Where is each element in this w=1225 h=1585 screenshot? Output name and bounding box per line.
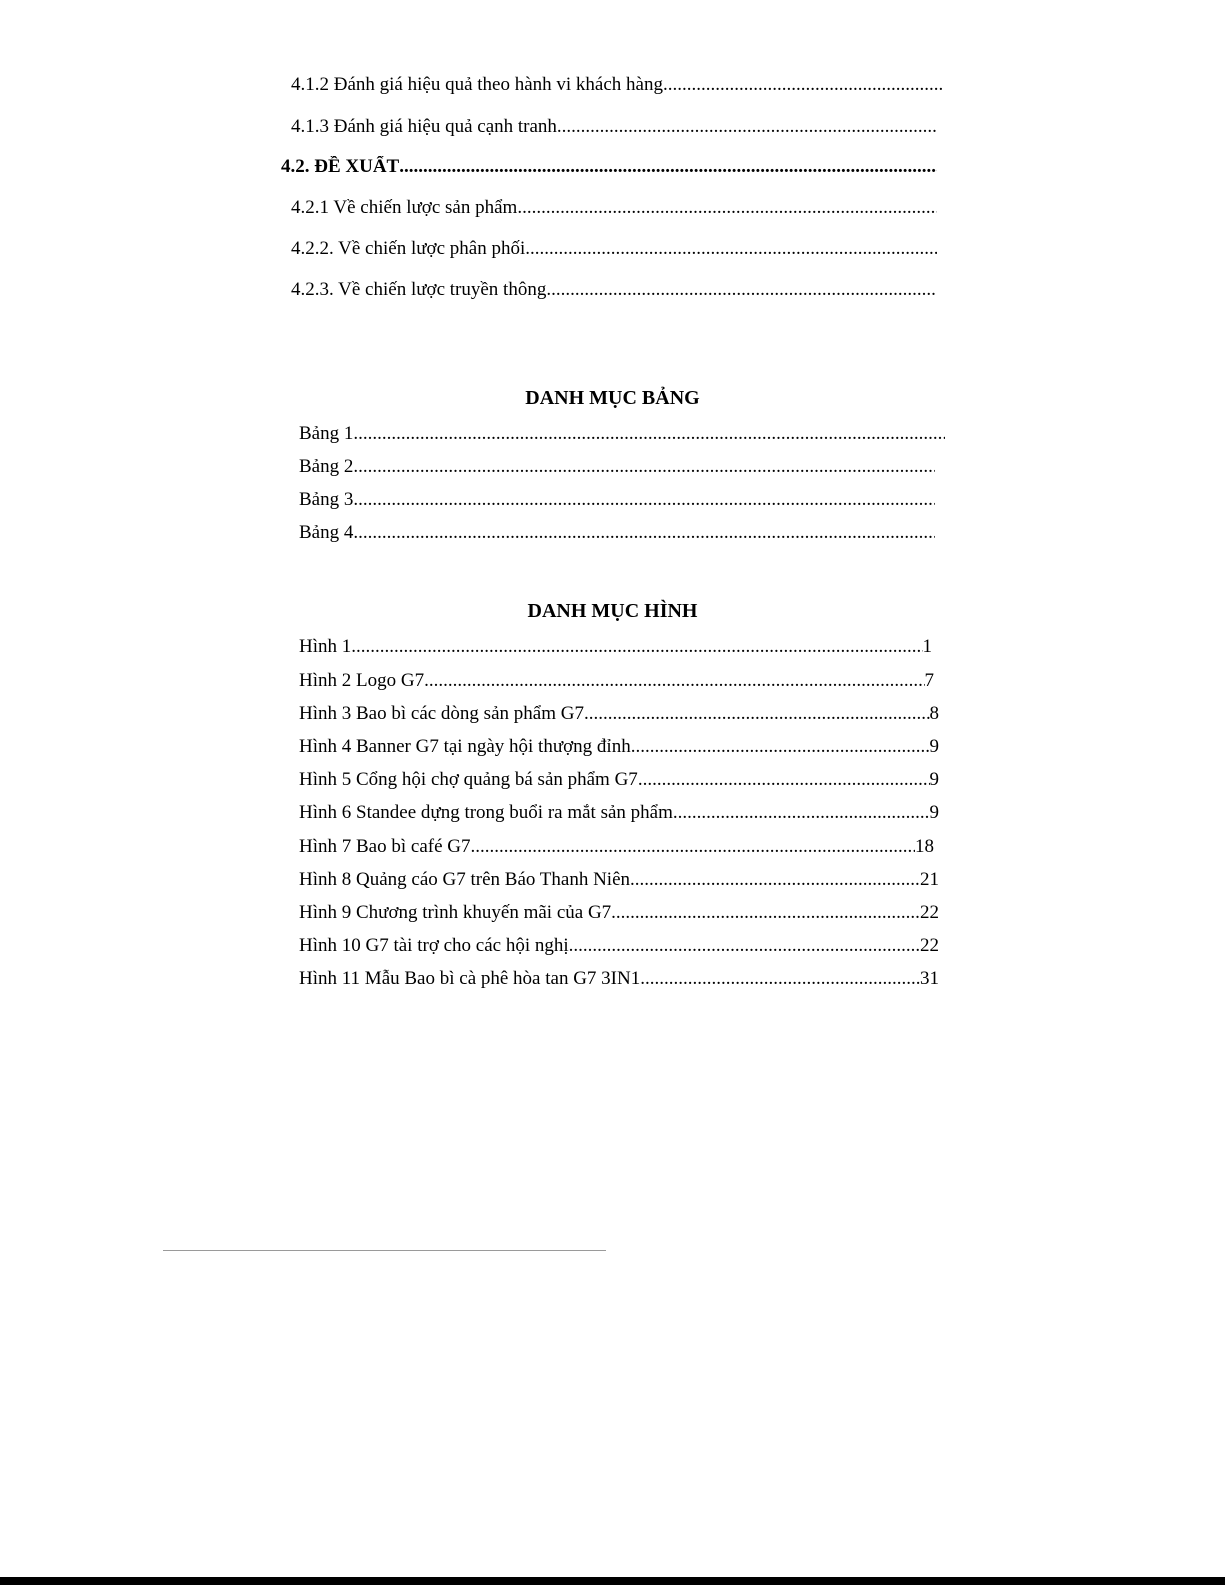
figure-entry[interactable]: [299, 869, 939, 891]
dot-leader: [525, 238, 937, 260]
figure-entry-label: Hình 3 Bao bì các dòng sản phẩm G7: [299, 703, 584, 724]
dot-leader: [638, 769, 930, 791]
toc-entry[interactable]: [291, 116, 937, 138]
dot-leader: [351, 636, 922, 658]
figure-entry-label: Hình 4 Banner G7 tại ngày hội thượng đỉnh: [299, 736, 631, 757]
dot-leader: [546, 279, 937, 301]
dot-leader: [424, 670, 924, 692]
figure-entry-label: Hình 2 Logo G7: [299, 670, 425, 691]
figure-entry[interactable]: [299, 670, 934, 692]
figure-entry-label: Hình 7 Bao bì café G7: [299, 836, 471, 857]
dot-leader: [663, 74, 944, 96]
figure-entry[interactable]: [299, 802, 939, 824]
figure-entry[interactable]: [299, 968, 939, 990]
toc-entry[interactable]: [291, 74, 944, 96]
table-entry[interactable]: [299, 456, 935, 478]
toc-section-entry[interactable]: [281, 156, 937, 178]
toc-entry[interactable]: [291, 238, 937, 260]
table-entry[interactable]: [299, 423, 945, 445]
dot-leader: [517, 197, 937, 219]
table-entry-label: Bảng 3: [299, 489, 354, 510]
figure-entry[interactable]: [299, 769, 939, 791]
dot-leader: [470, 836, 915, 858]
figure-entry[interactable]: [299, 636, 932, 658]
table-entry[interactable]: [299, 522, 935, 544]
dot-leader: [353, 423, 945, 445]
figure-entry-page: 22: [920, 902, 939, 923]
dot-leader: [353, 456, 935, 478]
toc-entry[interactable]: [291, 197, 937, 219]
figure-entry-label: Hình 10 G7 tài trợ cho các hội nghị: [299, 935, 569, 956]
page-bottom-edge: [0, 1577, 1225, 1585]
figure-entry-label: Hình 5 Cổng hội chợ quảng bá sản phẩm G7: [299, 769, 638, 790]
dot-leader: [631, 736, 930, 758]
figure-entry-label: Hình 8 Quảng cáo G7 trên Báo Thanh Niên: [299, 869, 631, 890]
figure-entry-page: 9: [929, 802, 939, 823]
dot-leader: [584, 703, 930, 725]
toc-entry[interactable]: [291, 279, 937, 301]
dot-leader: [353, 489, 935, 511]
figure-entry[interactable]: [299, 902, 939, 924]
table-entry-label: Bảng 2: [299, 456, 354, 477]
toc-entry-label: 4.2.2. Về chiến lược phân phối: [291, 238, 526, 259]
figure-entry-page: 22: [920, 935, 939, 956]
dot-leader: [569, 935, 920, 957]
dot-leader: [611, 902, 920, 924]
footnote-separator: [163, 1250, 606, 1251]
figure-entry-label: Hình 11 Mẫu Bao bì cà phê hòa tan G7 3IN1: [299, 968, 641, 989]
figure-entry[interactable]: [299, 935, 939, 957]
dot-leader: [630, 869, 920, 891]
figure-entry-label: Hình 9 Chương trình khuyến mãi của G7: [299, 902, 612, 923]
toc-entry-label: 4.1.3 Đánh giá hiệu quả cạnh tranh: [291, 116, 557, 137]
table-entry-label: Bảng 1: [299, 423, 354, 444]
figure-entry-page: 7: [924, 670, 934, 691]
figure-entry-page: 21: [920, 869, 939, 890]
dot-leader: [640, 968, 920, 990]
dot-leader: [353, 522, 935, 544]
dot-leader: [557, 116, 937, 138]
table-entry-label: Bảng 4: [299, 522, 354, 543]
figure-entry-label: Hình 6 Standee dựng trong buổi ra mắt sản phẩm: [299, 802, 673, 823]
toc-entry-label: 4.2. ĐỀ XUẤT: [281, 156, 400, 177]
figure-entry-page: 1: [922, 636, 932, 657]
figure-entry-page: 8: [929, 703, 939, 724]
toc-entry-label: 4.2.3. Về chiến lược truyền thông: [291, 279, 547, 300]
dot-leader: [399, 156, 937, 178]
toc-entry-label: 4.1.2 Đánh giá hiệu quả theo hành vi khách hàng: [291, 74, 663, 95]
tables-list-title: DANH MỤC BẢNG: [525, 387, 700, 409]
figure-entry-page: 31: [920, 968, 939, 989]
toc-entry-label: 4.2.1 Về chiến lược sản phẩm: [291, 197, 518, 218]
figures-list-title: DANH MỤC HÌNH: [527, 600, 698, 622]
figure-entry[interactable]: [299, 836, 934, 858]
figure-entry-page: 9: [929, 736, 939, 757]
figure-entry-page: 18: [915, 836, 934, 857]
table-entry[interactable]: [299, 489, 935, 511]
figure-entry[interactable]: [299, 703, 939, 725]
figure-entry-page: 9: [929, 769, 939, 790]
dot-leader: [673, 802, 930, 824]
figure-entry[interactable]: [299, 736, 939, 758]
figure-entry-label: Hình 1: [299, 636, 352, 657]
